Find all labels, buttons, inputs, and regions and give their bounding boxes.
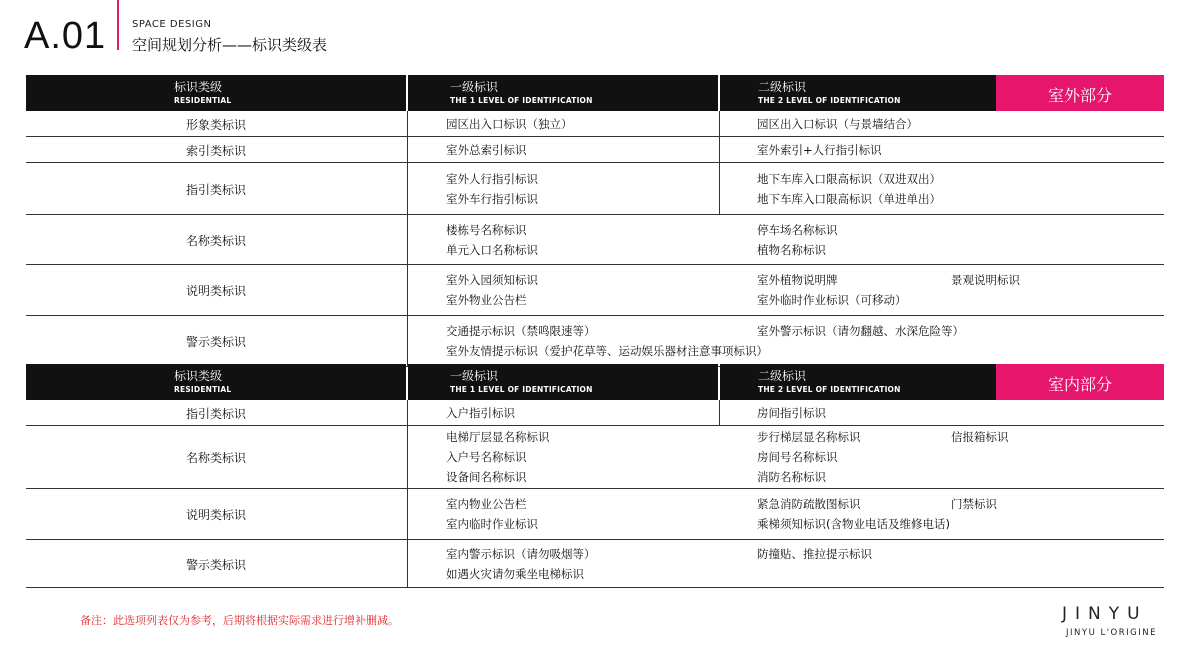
cell-text: 楼栋号名称标识 — [446, 223, 527, 237]
row-level2 — [757, 321, 964, 341]
footnote: 备注：此选项列表仅为参考，后期将根据实际需求进行增补删减。 — [80, 614, 399, 627]
table-row — [26, 111, 1164, 137]
column-divider — [407, 426, 408, 488]
cell-text: 室外索引+人行指引标识 — [757, 143, 882, 157]
cell-text: 紧急消防疏散图标识 — [757, 497, 861, 511]
table-row — [26, 163, 1164, 215]
table-row — [26, 215, 1164, 265]
row-level2 — [757, 494, 950, 534]
cell-text: 室内警示标识（请勿吸烟等） — [446, 547, 596, 561]
column-divider — [719, 111, 720, 136]
col-category-en: RESIDENTIAL — [174, 385, 232, 394]
col-level1-header — [408, 75, 718, 111]
cell-text: 入户号名称标识 — [446, 450, 527, 464]
cell-text: 室内临时作业标识 — [446, 517, 538, 531]
row-category: 名称类标识 — [185, 451, 246, 465]
col-level2-en: THE 2 LEVEL OF IDENTIFICATION — [758, 96, 901, 105]
col-category-header — [26, 75, 406, 111]
cell-text: 房间号名称标识 — [757, 450, 838, 464]
column-divider — [407, 137, 408, 162]
column-divider — [407, 400, 408, 425]
column-divider — [719, 163, 720, 214]
indoor-rows — [26, 400, 1164, 588]
cell-text: 室外总索引标识 — [446, 143, 527, 157]
cell-text: 入户指引标识 — [446, 406, 515, 420]
table-row — [26, 400, 1164, 426]
section-tag-outdoor — [996, 75, 1164, 111]
cell-text: 植物名称标识 — [757, 243, 826, 257]
cell-text: 防撞贴、推拉提示标识 — [757, 547, 872, 561]
section-tag-indoor — [996, 364, 1164, 400]
cell-text: 室内物业公告栏 — [446, 497, 527, 511]
row-level1 — [446, 270, 538, 310]
col-level1-header — [408, 364, 718, 400]
row-category: 指引类标识 — [185, 183, 246, 197]
column-divider — [407, 111, 408, 136]
row-level2 — [757, 169, 941, 209]
col-level2-header — [720, 364, 996, 400]
column-divider — [407, 215, 408, 264]
col-category-header — [26, 364, 406, 400]
col-level1-cn: 一级标识 — [450, 369, 499, 383]
outdoor-rows — [26, 111, 1164, 367]
cell-text: 室外车行指引标识 — [446, 192, 538, 206]
cell-text: 室外友情提示标识（爱护花草等、运动娱乐器材注意事项标识） — [446, 344, 768, 358]
col-level1-en: THE 1 LEVEL OF IDENTIFICATION — [450, 96, 593, 105]
column-divider — [407, 265, 408, 315]
row-category: 警示类标识 — [185, 558, 246, 572]
page-code: A.01 — [24, 15, 107, 57]
subtitle-cn: 空间规划分析——标识类级表 — [132, 36, 328, 54]
table-row — [26, 489, 1164, 540]
cell-text: 乘梯须知标识(含物业电话及维修电话) — [757, 517, 950, 531]
subtitle-en: SPACE DESIGN — [132, 19, 212, 30]
column-divider — [407, 540, 408, 587]
brand-tagline: JINYU L'ORIGINE — [1066, 628, 1157, 638]
row-level2 — [757, 403, 826, 423]
col-level2-header — [720, 75, 996, 111]
accent-divider — [117, 0, 119, 50]
cell-text: 单元入口名称标识 — [446, 243, 538, 257]
cell-text: 室外警示标识（请勿翻越、水深危险等） — [757, 324, 964, 338]
row-level1 — [446, 403, 515, 423]
cell-text: 设备间名称标识 — [446, 470, 527, 484]
column-divider — [719, 137, 720, 162]
col-level2-cn: 二级标识 — [758, 369, 807, 383]
col-level1-en: THE 1 LEVEL OF IDENTIFICATION — [450, 385, 593, 394]
row-level2 — [757, 427, 861, 487]
cell-text: 室外临时作业标识（可移动） — [757, 293, 907, 307]
table-row — [26, 426, 1164, 489]
row-level2 — [757, 270, 907, 310]
col-category-cn: 标识类级 — [174, 369, 223, 383]
row-level2 — [757, 544, 872, 564]
table-row — [26, 316, 1164, 367]
row-category: 警示类标识 — [185, 335, 246, 349]
col-level2-cn: 二级标识 — [758, 80, 807, 94]
row-level2 — [757, 140, 882, 160]
cell-text: 景观说明标识 — [951, 273, 1020, 287]
cell-text: 地下车库入口限高标识（双进双出） — [757, 172, 941, 186]
col-level1-cn: 一级标识 — [450, 80, 499, 94]
row-level2 — [757, 114, 918, 134]
cell-text: 园区出入口标识（与景墙结合） — [757, 117, 918, 131]
row-level1 — [446, 427, 550, 487]
outdoor-header-row — [26, 75, 1164, 111]
cell-text: 室外人行指引标识 — [446, 172, 538, 186]
cell-text: 室外植物说明牌 — [757, 273, 838, 287]
col-category-cn: 标识类级 — [174, 80, 223, 94]
row-level2-extra — [951, 494, 997, 514]
cell-text: 园区出入口标识（独立） — [446, 117, 573, 131]
cell-text: 门禁标识 — [951, 497, 997, 511]
indoor-table — [26, 364, 1164, 588]
cell-text: 信报箱标识 — [951, 430, 1009, 444]
cell-text: 房间指引标识 — [757, 406, 826, 420]
outdoor-table — [26, 75, 1164, 367]
row-level1 — [446, 220, 538, 260]
row-level2-extra — [951, 427, 1009, 447]
row-category: 索引类标识 — [185, 144, 246, 158]
column-divider — [407, 163, 408, 214]
row-level2 — [757, 220, 838, 260]
column-divider — [407, 489, 408, 539]
table-row — [26, 137, 1164, 163]
section-tag-label: 室外部分 — [1047, 86, 1112, 105]
cell-text: 室外入园须知标识 — [446, 273, 538, 287]
row-level2-extra — [951, 270, 1020, 290]
col-level2-en: THE 2 LEVEL OF IDENTIFICATION — [758, 385, 901, 394]
row-level1 — [446, 321, 768, 361]
row-level1 — [446, 169, 538, 209]
cell-text: 地下车库入口限高标识（单进单出） — [757, 192, 941, 206]
brand-logo: JINYU — [1062, 604, 1148, 624]
row-category: 名称类标识 — [185, 234, 246, 248]
col-category-en: RESIDENTIAL — [174, 96, 232, 105]
row-level1 — [446, 544, 596, 584]
cell-text: 室外物业公告栏 — [446, 293, 527, 307]
cell-text: 步行梯层显名称标识 — [757, 430, 861, 444]
cell-text: 停车场名称标识 — [757, 223, 838, 237]
row-level1 — [446, 494, 538, 534]
cell-text: 消防名称标识 — [757, 470, 826, 484]
row-category: 说明类标识 — [185, 284, 246, 298]
cell-text: 如遇火灾请勿乘坐电梯标识 — [446, 567, 584, 581]
table-row — [26, 265, 1164, 316]
row-category: 形象类标识 — [185, 118, 246, 132]
section-tag-label: 室内部分 — [1047, 375, 1112, 394]
indoor-header-row — [26, 364, 1164, 400]
cell-text: 交通提示标识（禁鸣限速等） — [446, 324, 596, 338]
column-divider — [719, 400, 720, 425]
row-category: 指引类标识 — [185, 407, 246, 421]
cell-text: 电梯厅层显名称标识 — [446, 430, 550, 444]
column-divider — [407, 316, 408, 366]
row-level1 — [446, 140, 527, 160]
row-level1 — [446, 114, 573, 134]
row-category: 说明类标识 — [185, 508, 246, 522]
table-row — [26, 540, 1164, 588]
